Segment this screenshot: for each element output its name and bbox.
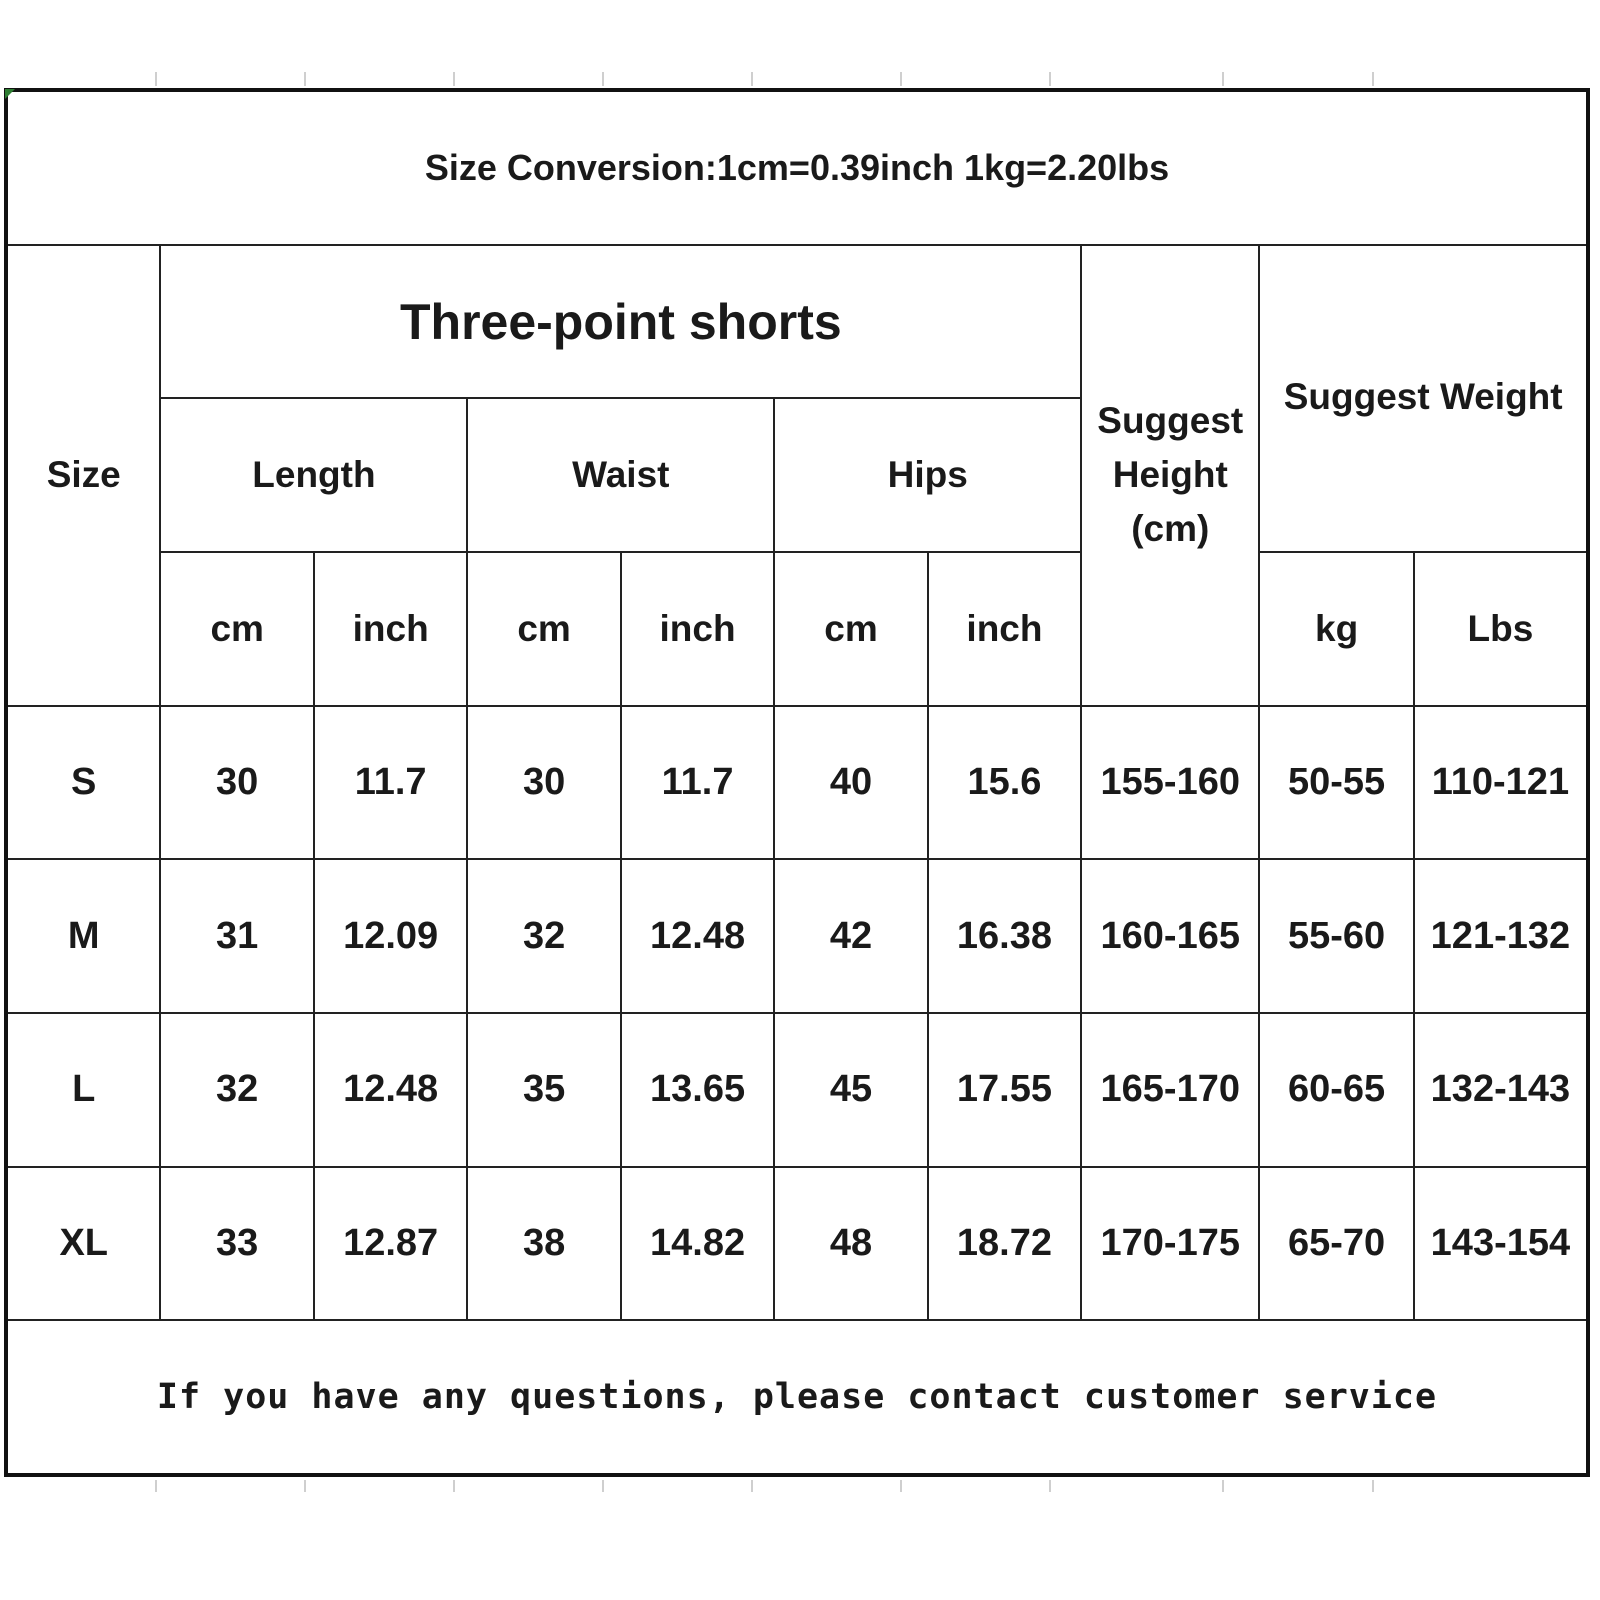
- table-cell: 31: [160, 859, 313, 1013]
- table-cell: 110-121: [1414, 706, 1588, 860]
- grid-tick: [155, 72, 157, 86]
- table-cell: 132-143: [1414, 1013, 1588, 1167]
- table-row: [6, 1167, 1588, 1321]
- suggest-height-header: [1081, 245, 1259, 706]
- grid-tick: [453, 72, 455, 86]
- table-cell: 50-55: [1259, 706, 1413, 860]
- grid-tick: [304, 72, 306, 86]
- size-label: M: [6, 859, 160, 1013]
- suggest-height-line1: Suggest: [1097, 400, 1244, 442]
- size-header: Size: [6, 245, 160, 706]
- table-cell: 17.55: [928, 1013, 1081, 1167]
- grid-tick: [1049, 1480, 1051, 1492]
- grid-tick: [900, 1480, 902, 1492]
- size-label: XL: [6, 1167, 160, 1321]
- grid-tick: [1372, 1480, 1374, 1492]
- unit-cell: cm: [467, 552, 620, 706]
- table-cell: 165-170: [1081, 1013, 1259, 1167]
- table-cell: 12.48: [314, 1013, 467, 1167]
- table-cell: 12.48: [621, 859, 774, 1013]
- table-cell: 12.09: [314, 859, 467, 1013]
- size-chart-table: [4, 88, 1590, 1477]
- table-cell: 12.87: [314, 1167, 467, 1321]
- grid-tick: [155, 1480, 157, 1492]
- table-cell: 42: [774, 859, 927, 1013]
- suggest-height-line3: (cm): [1131, 508, 1210, 550]
- table-cell: 32: [160, 1013, 313, 1167]
- grid-tick: [304, 1480, 306, 1492]
- conversion-row: [6, 90, 1588, 245]
- table-cell: 14.82: [621, 1167, 774, 1321]
- unit-cell: inch: [314, 552, 467, 706]
- product-title: Three-point shorts: [160, 245, 1081, 399]
- table-cell: 18.72: [928, 1167, 1081, 1321]
- footer-note: If you have any questions, please contact customer service: [6, 1320, 1588, 1475]
- size-label: S: [6, 706, 160, 860]
- size-label: L: [6, 1013, 160, 1167]
- suggest-weight-header: Suggest Weight: [1259, 245, 1588, 552]
- table-cell: 30: [467, 706, 620, 860]
- grid-tick: [1372, 72, 1374, 86]
- unit-cell: cm: [774, 552, 927, 706]
- table-cell: 143-154: [1414, 1167, 1588, 1321]
- table-cell: 15.6: [928, 706, 1081, 860]
- table-cell: 38: [467, 1167, 620, 1321]
- grid-tick: [602, 1480, 604, 1492]
- header-row-1: [6, 245, 1588, 399]
- table-cell: 121-132: [1414, 859, 1588, 1013]
- grid-tick: [751, 72, 753, 86]
- table-cell: 65-70: [1259, 1167, 1413, 1321]
- table-cell: 48: [774, 1167, 927, 1321]
- suggest-height-line2: Height: [1112, 454, 1228, 496]
- unit-cell: Lbs: [1414, 552, 1588, 706]
- table-cell: 170-175: [1081, 1167, 1259, 1321]
- unit-cell: inch: [621, 552, 774, 706]
- table-cell: 35: [467, 1013, 620, 1167]
- unit-cell: inch: [928, 552, 1081, 706]
- length-header: Length: [160, 398, 467, 552]
- unit-cell: cm: [160, 552, 313, 706]
- footer-row: [6, 1320, 1588, 1475]
- table-cell: 11.7: [621, 706, 774, 860]
- table-cell: 155-160: [1081, 706, 1259, 860]
- waist-header: Waist: [467, 398, 774, 552]
- table-cell: 160-165: [1081, 859, 1259, 1013]
- cell-corner-marker: [5, 89, 15, 99]
- grid-tick: [900, 72, 902, 86]
- grid-tick: [453, 1480, 455, 1492]
- hips-header: Hips: [774, 398, 1081, 552]
- unit-row: [6, 552, 1588, 706]
- grid-tick: [1049, 72, 1051, 86]
- grid-tick: [1222, 1480, 1224, 1492]
- table-row: [6, 706, 1588, 860]
- table-cell: 32: [467, 859, 620, 1013]
- grid-tick: [1222, 72, 1224, 86]
- table-cell: 45: [774, 1013, 927, 1167]
- table-row: [6, 859, 1588, 1013]
- table-cell: 33: [160, 1167, 313, 1321]
- table-row: [6, 1013, 1588, 1167]
- conversion-note: Size Conversion:1cm=0.39inch 1kg=2.20lbs: [6, 90, 1588, 245]
- table-cell: 11.7: [314, 706, 467, 860]
- table-cell: 60-65: [1259, 1013, 1413, 1167]
- grid-tick: [602, 72, 604, 86]
- table-cell: 40: [774, 706, 927, 860]
- unit-cell: kg: [1259, 552, 1413, 706]
- table-cell: 55-60: [1259, 859, 1413, 1013]
- table-cell: 16.38: [928, 859, 1081, 1013]
- table-cell: 13.65: [621, 1013, 774, 1167]
- table-cell: 30: [160, 706, 313, 860]
- grid-tick: [751, 1480, 753, 1492]
